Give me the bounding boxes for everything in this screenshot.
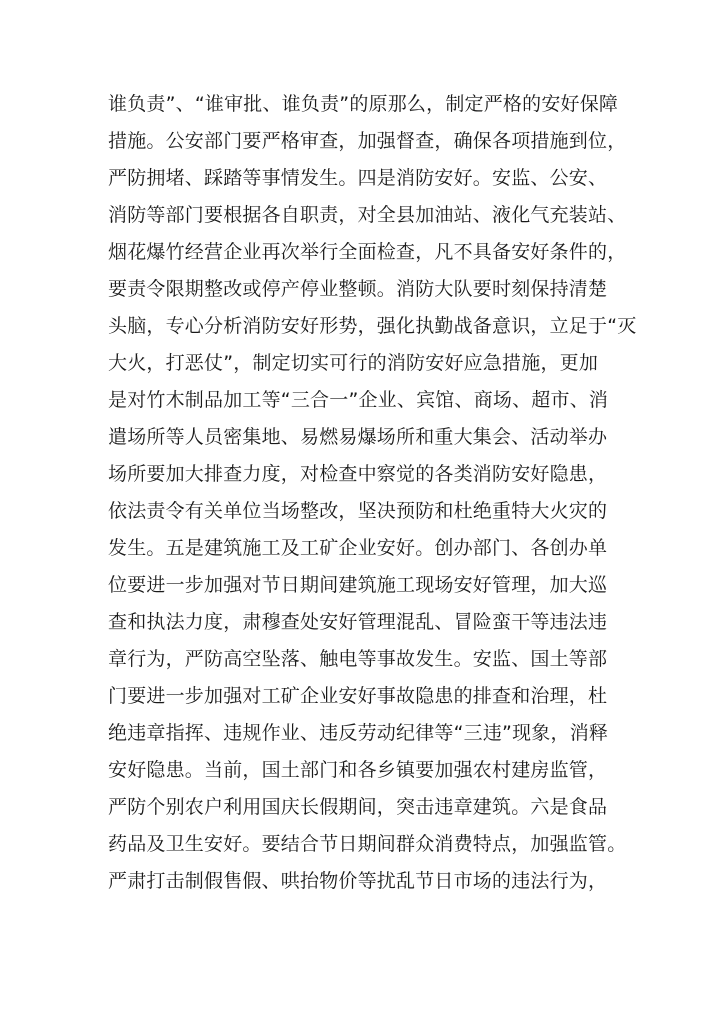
text-line: 严肃打击制假售假、哄抬物价等扰乱节日市场的违法行为， xyxy=(108,870,608,892)
text-line: 烟花爆竹经营企业再次举行全面检查，凡不具备安好条件的， xyxy=(108,241,627,263)
text-line: 是对竹木制品加工等“三合一”企业、宾馆、商场、超市、消 xyxy=(108,389,609,411)
text-line: 查和执法力度，肃穆查处安好管理混乱、冒险蛮干等违法违 xyxy=(108,611,608,633)
text-line: 措施。公安部门要严格审查，加强督查，确保各项措施到位， xyxy=(108,130,627,152)
text-line: 大火，打恶仗”，制定切实可行的消防安好应急措施，更加 xyxy=(108,352,599,374)
text-line: 安好隐患。当前，国土部门和各乡镇要加强农村建房监管， xyxy=(108,759,608,781)
text-line: 章行为，严防高空坠落、触电等事故发生。安监、国土等部 xyxy=(108,648,608,670)
text-line: 要责令限期整改或停产停业整顿。消防大队要时刻保持清楚 xyxy=(108,278,608,300)
text-line: 门要进一步加强对工矿企业安好事故隐患的排查和治理，杜 xyxy=(108,685,608,707)
text-line: 场所要加大排查力度，对检查中察觉的各类消防安好隐患， xyxy=(108,463,608,485)
text-line: 谁负责”、“谁审批、谁负责”的原那么，制定严格的安好保障 xyxy=(108,93,619,115)
text-line: 消防等部门要根据各自职责，对全县加油站、液化气充装站、 xyxy=(108,204,627,226)
text-line: 药品及卫生安好。要结合节日期间群众消费特点，加强监管。 xyxy=(108,833,627,855)
text-line: 依法责令有关单位当场整改，坚决预防和杜绝重特大火灾的 xyxy=(108,500,608,522)
text-line: 遣场所等人员密集地、易燃易爆场所和重大集会、活动举办 xyxy=(108,426,608,448)
text-line: 发生。五是建筑施工及工矿企业安好。创办部门、各创办单 xyxy=(108,537,608,559)
text-line: 严防个别农户利用国庆长假期间，突击违章建筑。六是食品 xyxy=(108,796,608,818)
text-line: 严防拥堵、踩踏等事情发生。四是消防安好。安监、公安、 xyxy=(108,167,608,189)
text-line: 头脑，专心分析消防安好形势，强化执勤战备意识，立足于“灭 xyxy=(108,315,637,337)
body-text xyxy=(108,86,637,900)
text-line: 位要进一步加强对节日期间建筑施工现场安好管理，加大巡 xyxy=(108,574,608,596)
text-line: 绝违章指挥、违规作业、违反劳动纪律等“三违”现象，消释 xyxy=(108,722,609,744)
